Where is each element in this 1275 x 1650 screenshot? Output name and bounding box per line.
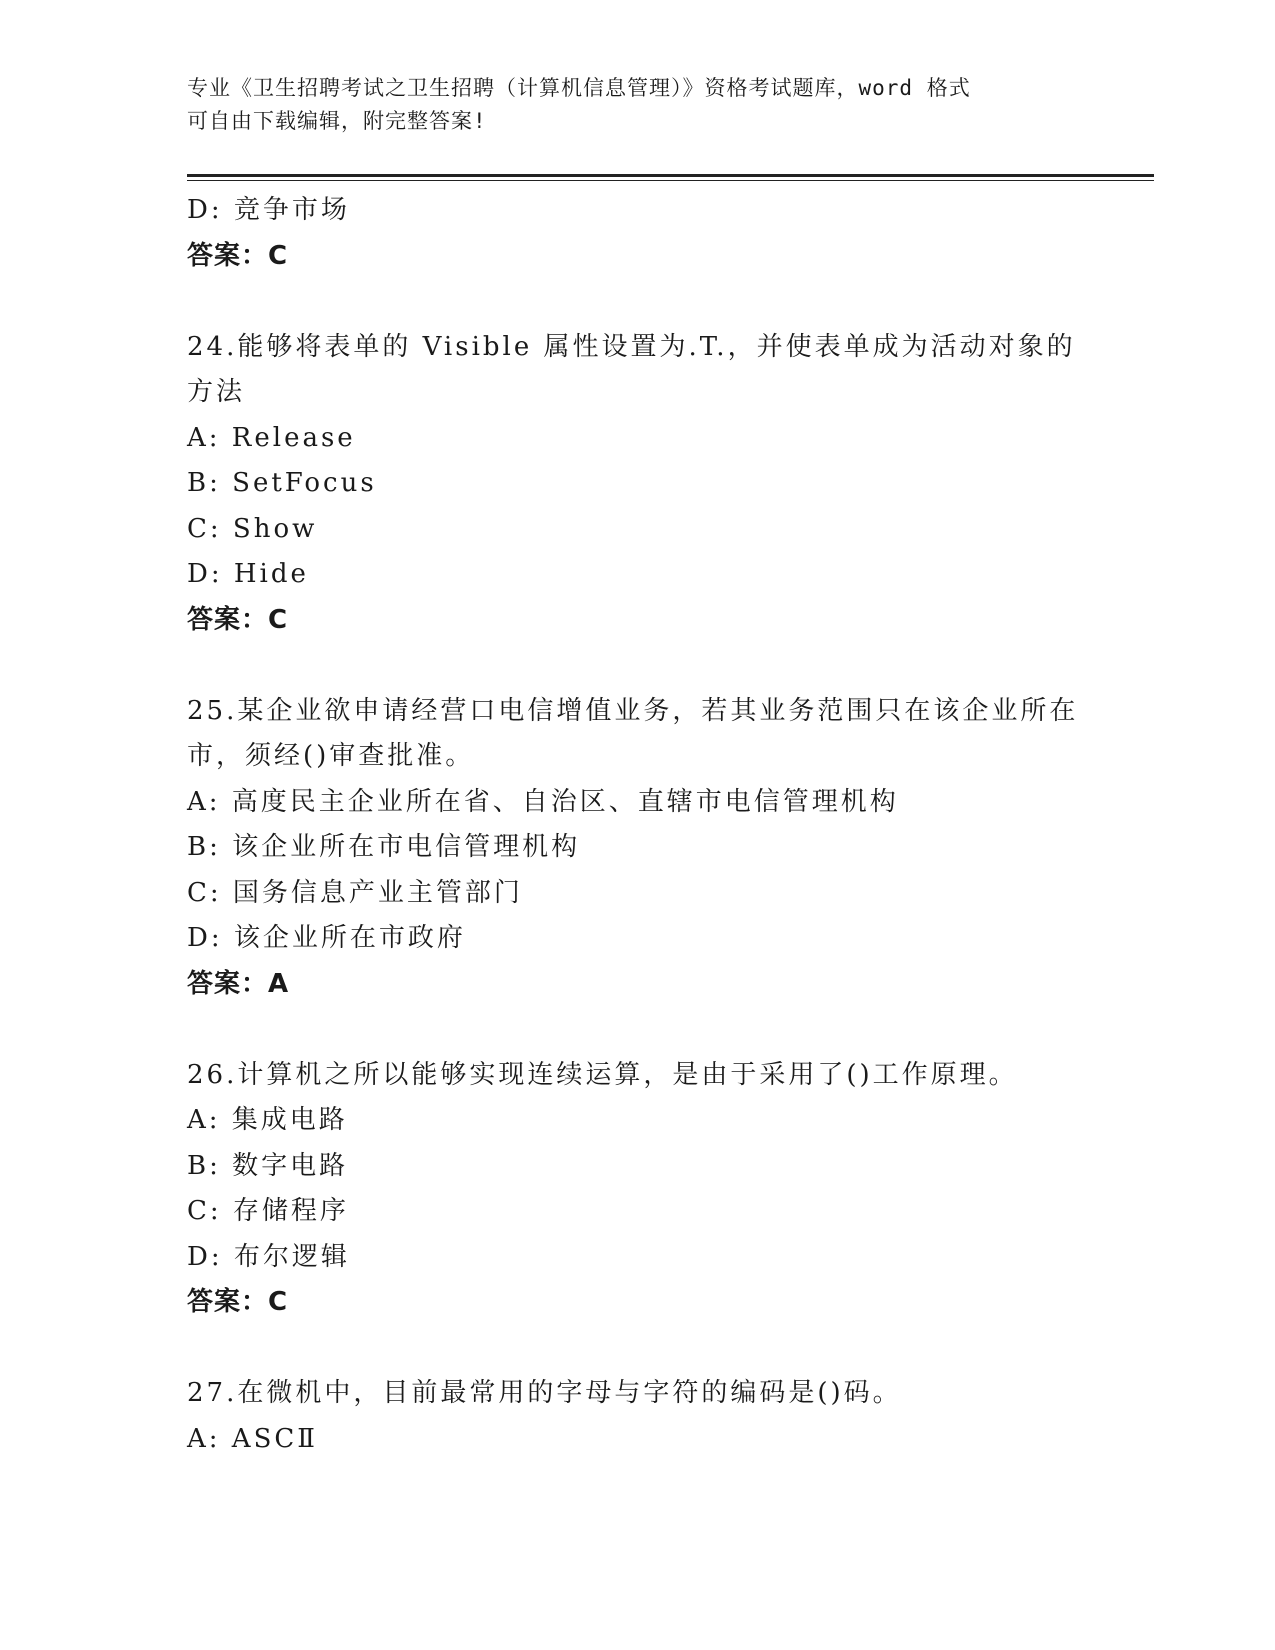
option-c: C: 存储程序 <box>187 1196 349 1226</box>
spacer <box>187 1326 1087 1372</box>
answer-line: 答案：C <box>187 604 289 635</box>
question-stem-cont: 方法 <box>187 377 246 407</box>
option-d: D: 布尔逻辑 <box>187 1241 350 1272</box>
spacer <box>187 1007 1087 1053</box>
question-26 <box>187 1053 1087 1326</box>
option-d: D: Hide <box>187 559 309 589</box>
spacer <box>187 643 1087 689</box>
question-stem-cont: 市，须经()审查批准。 <box>187 741 475 771</box>
document-header <box>187 72 1067 138</box>
option-a: A: Release <box>187 422 356 453</box>
question-25 <box>187 689 1087 1008</box>
option-b: B: SetFocus <box>187 468 377 498</box>
header-line-2: 可自由下载编辑，附完整答案! <box>187 109 487 133</box>
answer-line: 答案：C <box>187 1287 289 1317</box>
option-c: C: 国务信息产业主管部门 <box>187 877 523 908</box>
header-divider-thin <box>187 180 1154 181</box>
option-d: D: 该企业所在市政府 <box>187 923 466 953</box>
option-a: A: 高度民主企业所在省、自治区、直辖市电信管理机构 <box>187 786 899 817</box>
question-list <box>187 188 1087 1462</box>
answer-line: 答案：A <box>187 968 290 999</box>
answer-line: 答案：C <box>187 240 289 271</box>
question-24 <box>187 325 1087 644</box>
question-stem: 26.计算机之所以能够实现连续运算，是由于采用了()工作原理。 <box>187 1059 1018 1090</box>
question-stem: 25.某企业欲申请经营口电信增值业务，若其业务范围只在该企业所在 <box>187 695 1079 726</box>
question-stem: 27.在微机中，目前最常用的字母与字符的编码是()码。 <box>187 1378 902 1408</box>
question-23-tail <box>187 188 1087 279</box>
option-d: D: 竞争市场 <box>187 195 350 225</box>
option-a: A: 集成电路 <box>187 1105 348 1135</box>
option-c: C: Show <box>187 513 318 544</box>
option-b: B: 数字电路 <box>187 1150 349 1181</box>
header-line-1: 专业《卫生招聘考试之卫生招聘（计算机信息管理）》资格考试题库，word 格式 <box>187 76 971 100</box>
option-b: B: 该企业所在市电信管理机构 <box>187 832 581 862</box>
option-a: A: ASCⅡ <box>187 1423 318 1454</box>
spacer <box>187 279 1087 325</box>
question-27 <box>187 1371 1087 1462</box>
question-stem: 24.能够将表单的 Visible 属性设置为.T.，并使表单成为活动对象的 <box>187 331 1076 362</box>
header-divider-thick <box>187 174 1154 177</box>
